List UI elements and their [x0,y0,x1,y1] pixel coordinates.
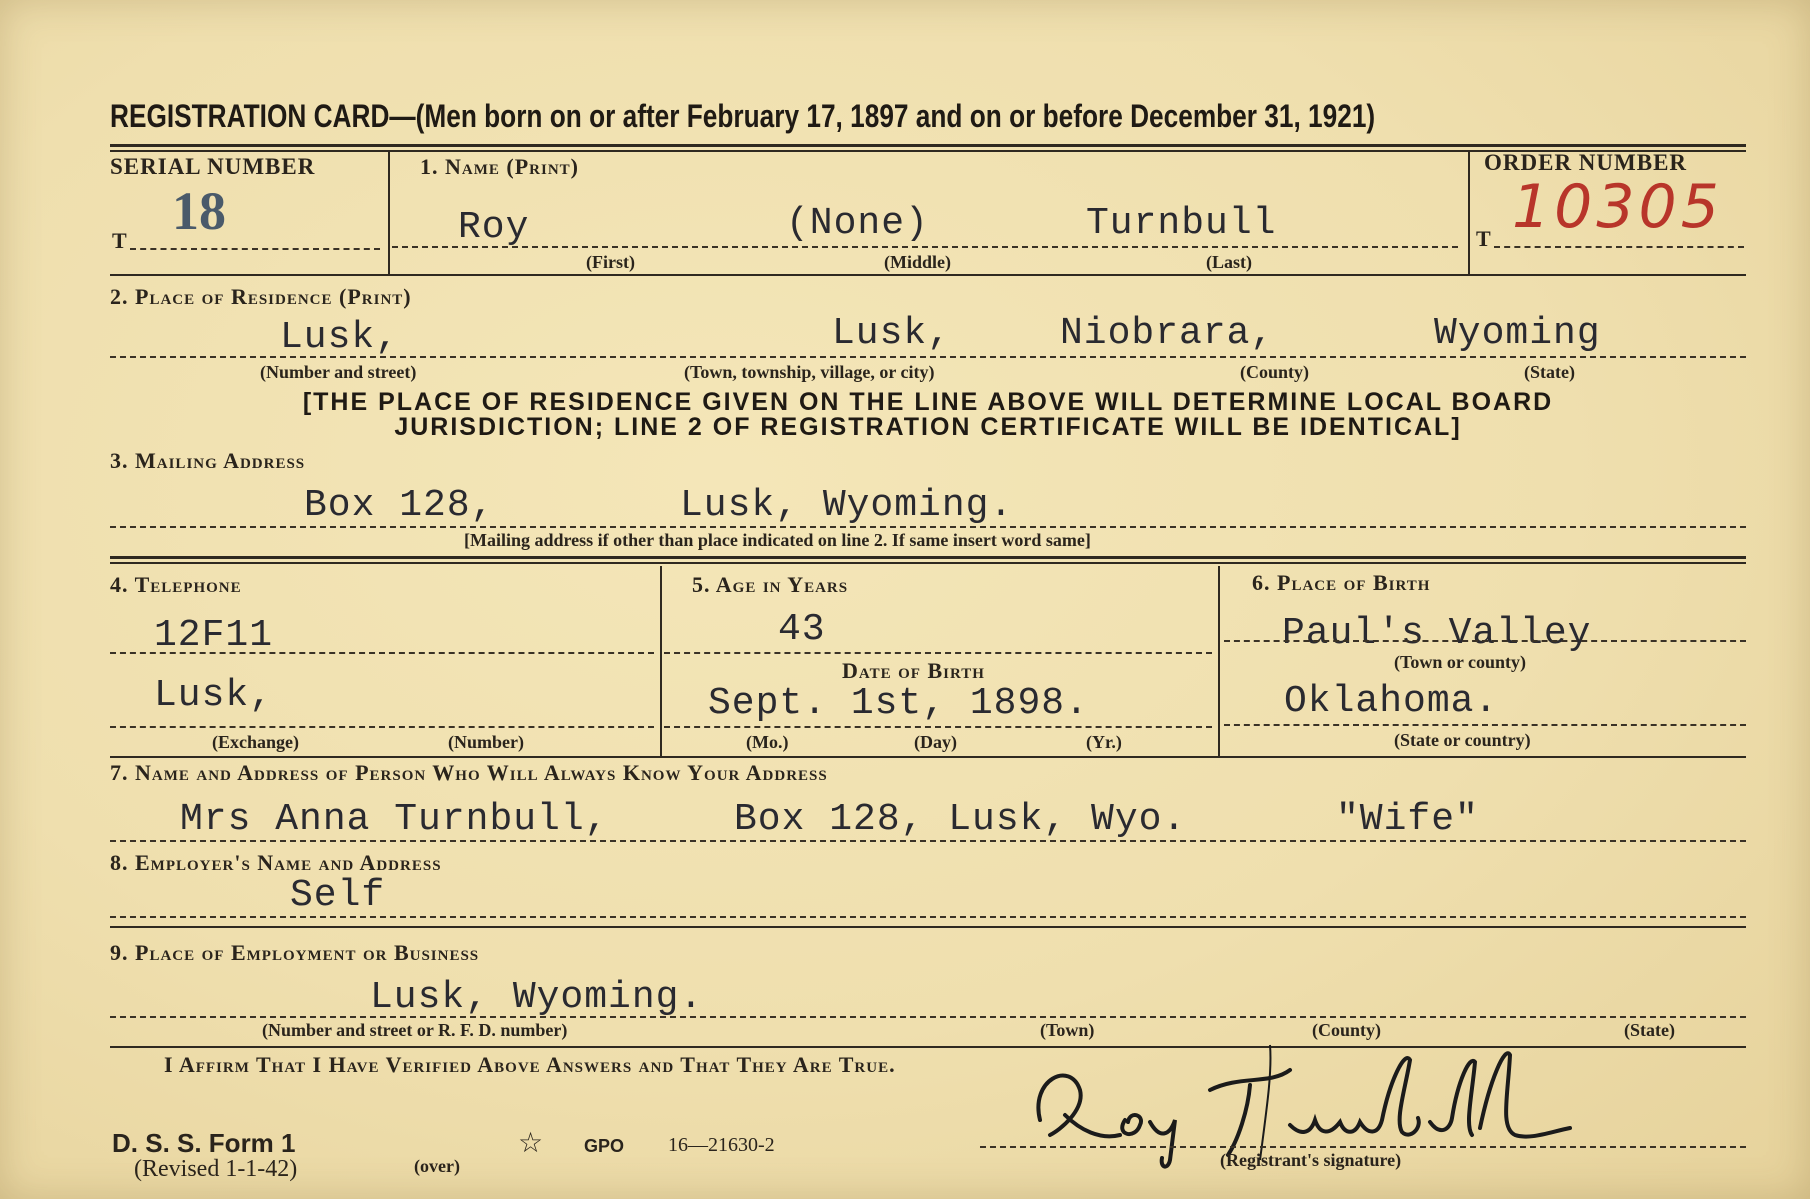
employment-town-caption: (Town) [1040,1020,1095,1040]
telephone-label: 4. Telephone [110,572,242,597]
mailing-caption: [Mailing address if other than place indicated on line 2. If same insert word same] [464,530,1091,550]
jurisdiction-notice-line1: [THE PLACE OF RESIDENCE GIVEN ON THE LINE ABOVE WILL DETERMINE LOCAL BOARD [302,388,1554,416]
order-line [1494,246,1744,248]
employment-value: Lusk, Wyoming. [370,976,704,1019]
mailing-box: Box 128, [304,484,495,527]
middle-name: (None) [786,202,929,245]
signature-line [980,1146,1746,1148]
form-number: D. S. S. Form 1 [112,1128,296,1158]
residence-street: Lusk, [280,316,400,359]
birthplace-label: 6. Place of Birth [1252,570,1431,595]
gpo-label: GPO [584,1136,625,1156]
dob-line [664,726,1212,728]
last-caption: (Last) [1206,252,1252,272]
employment-county-caption: (County) [1312,1020,1382,1040]
employment-label: 9. Place of Employment or Business [110,940,480,965]
mailing-line [110,526,1746,528]
middle-caption: (Middle) [884,252,951,272]
name-line [392,246,1458,248]
street-caption: (Number and street) [260,362,417,382]
day-caption: (Day) [914,732,957,752]
residence-label: 2. Place of Residence (Print) [110,284,412,309]
serial-prefix: T [112,228,128,253]
employment-state-caption: (State) [1624,1020,1675,1040]
telephone-exchange: Lusk, [154,674,274,717]
divider [1218,566,1220,758]
month-caption: (Mo.) [746,732,789,752]
birthplace-state-line [1224,724,1746,726]
order-number-value: 10305 [1512,172,1723,242]
number-caption: (Number) [448,732,524,752]
top-rule [110,144,1746,147]
over-note: (over) [414,1156,460,1176]
dob-value: Sept. 1st, 1898. [708,682,1089,725]
affirmation: I Affirm That I Have Verified Above Answers and That They Are True. [164,1052,896,1077]
age-label: 5. Age in Years [692,572,849,597]
birthplace-town: Paul's Valley [1282,612,1592,655]
birthplace-town-caption: (Town or county) [1394,652,1527,672]
contact-relation: "Wife" [1336,798,1479,841]
birthplace-line [1224,640,1746,642]
dob-label: Date of Birth [842,658,985,683]
rule [110,756,1746,758]
employer-label: 8. Employer's Name and Address [110,850,442,875]
rule [110,926,1746,928]
birthplace-state: Oklahoma. [1284,680,1499,723]
order-prefix: T [1476,226,1492,251]
residence-line [110,356,1746,358]
contact-name: Mrs Anna Turnbull, [180,798,609,841]
rule [110,274,1746,276]
serial-line [130,248,380,250]
serial-number-label: SERIAL NUMBER [110,154,316,179]
divider [1468,152,1470,276]
exchange-line [110,726,654,728]
card-title: REGISTRATION CARD—(Men born on or after February 17, 1897 and on or before December 31, 1921) [110,98,1376,134]
rule [110,556,1746,559]
jurisdiction-notice-line2: JURISDICTION; LINE 2 OF REGISTRATION CERTIFICATE WILL BE IDENTICAL] [394,413,1462,441]
contact-label: 7. Name and Address of Person Who Will Always Know Your Address [110,760,828,785]
county-caption: (County) [1240,362,1310,382]
divider [660,566,662,758]
birthplace-state-caption: (State or country) [1394,730,1531,750]
town-caption: (Town, township, village, or city) [684,362,935,382]
name-label: 1. Name (Print) [420,154,579,179]
form-revised: (Revised 1-1-42) [134,1156,298,1182]
signature-caption: (Registrant's signature) [1220,1150,1402,1170]
age-line [664,652,1212,654]
mailing-label: 3. Mailing Address [110,448,306,473]
telephone-line [110,652,654,654]
rule [110,562,1746,564]
employer-line [110,916,1746,918]
employer-value: Self [290,874,386,917]
residence-state: Wyoming [1434,312,1601,355]
order-number-label: ORDER NUMBER [1484,150,1688,175]
exchange-caption: (Exchange) [212,732,299,752]
star-icon: ☆ [518,1126,544,1159]
gpo-number: 16—21630-2 [668,1134,775,1156]
first-name: Roy [458,206,530,249]
state-caption: (State) [1524,362,1575,382]
mailing-city: Lusk, Wyoming. [680,484,1014,527]
residence-town: Lusk, [832,312,952,355]
divider [388,152,390,276]
contact-line [110,840,1746,842]
telephone-number: 12F11 [154,614,274,657]
employment-street-caption: (Number and street or R. F. D. number) [262,1020,568,1040]
age-value: 43 [778,608,826,651]
last-name: Turnbull [1086,202,1277,245]
year-caption: (Yr.) [1086,732,1122,752]
contact-address: Box 128, Lusk, Wyo. [734,798,1187,841]
first-caption: (First) [586,252,635,272]
residence-county: Niobrara, [1060,312,1275,355]
employment-line [110,1016,1746,1018]
serial-number-value: 18 [172,181,226,241]
